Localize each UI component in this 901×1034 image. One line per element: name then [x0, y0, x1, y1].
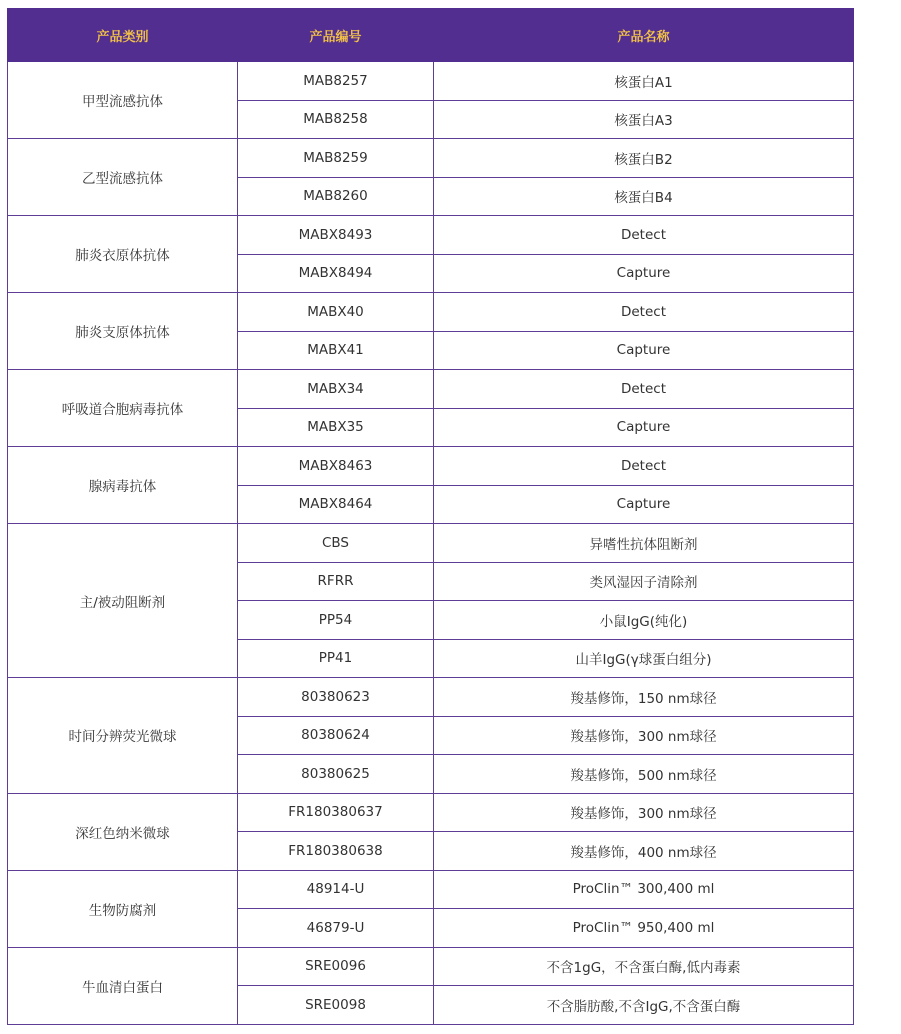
header-name: 产品名称 [434, 9, 854, 62]
product-name-cell: 核蛋白B4 [434, 177, 854, 216]
product-code-cell: MAB8257 [238, 62, 434, 101]
product-code-cell: 80380623 [238, 678, 434, 717]
product-name-cell: 核蛋白A1 [434, 62, 854, 101]
category-cell: 主/被动阻断剂 [8, 524, 238, 678]
category-cell: 肺炎支原体抗体 [8, 293, 238, 370]
product-code-cell: FR180380637 [238, 793, 434, 832]
category-cell: 甲型流感抗体 [8, 62, 238, 139]
table-row [8, 793, 854, 832]
category-cell: 肺炎衣原体抗体 [8, 216, 238, 293]
product-name-cell: 羧基修饰，150 nm球径 [434, 678, 854, 717]
product-code-cell: 80380624 [238, 716, 434, 755]
product-code-cell: SRE0098 [238, 986, 434, 1025]
table-header-row [8, 9, 854, 62]
product-code-cell: MAB8259 [238, 139, 434, 178]
table-row [8, 447, 854, 486]
category-cell: 腺病毒抗体 [8, 447, 238, 524]
table-row [8, 678, 854, 717]
product-name-cell: 羧基修饰，500 nm球径 [434, 755, 854, 794]
product-name-cell: Detect [434, 447, 854, 486]
product-name-cell: 不含1gG，不含蛋白酶,低内毒素 [434, 947, 854, 986]
header-category: 产品类别 [8, 9, 238, 62]
product-code-cell: MABX8464 [238, 485, 434, 524]
table-row [8, 139, 854, 178]
product-code-cell: SRE0096 [238, 947, 434, 986]
product-code-cell: CBS [238, 524, 434, 563]
product-name-cell: Capture [434, 254, 854, 293]
product-name-cell: Detect [434, 216, 854, 255]
product-name-cell: 羧基修饰，400 nm球径 [434, 832, 854, 871]
product-code-cell: FR180380638 [238, 832, 434, 871]
product-code-cell: 46879-U [238, 909, 434, 948]
table-row [8, 216, 854, 255]
table-row [8, 62, 854, 101]
product-name-cell: 不含脂肪酸,不含IgG,不含蛋白酶 [434, 986, 854, 1025]
product-name-cell: 核蛋白A3 [434, 100, 854, 139]
product-code-cell: PP41 [238, 639, 434, 678]
product-code-cell: MAB8260 [238, 177, 434, 216]
product-name-cell: Capture [434, 485, 854, 524]
product-code-cell: MABX8494 [238, 254, 434, 293]
category-cell: 呼吸道合胞病毒抗体 [8, 370, 238, 447]
category-cell: 生物防腐剂 [8, 870, 238, 947]
product-code-cell: RFRR [238, 562, 434, 601]
product-code-cell: MABX35 [238, 408, 434, 447]
product-name-cell: Detect [434, 370, 854, 409]
product-name-cell: 羧基修饰，300 nm球径 [434, 716, 854, 755]
product-name-cell: 异嗜性抗体阻断剂 [434, 524, 854, 563]
product-code-cell: MABX41 [238, 331, 434, 370]
category-cell: 乙型流感抗体 [8, 139, 238, 216]
product-name-cell: 小鼠IgG(纯化) [434, 601, 854, 640]
product-code-cell: PP54 [238, 601, 434, 640]
table-row [8, 870, 854, 909]
product-code-cell: MABX34 [238, 370, 434, 409]
product-name-cell: Detect [434, 293, 854, 332]
product-code-cell: MABX40 [238, 293, 434, 332]
product-code-cell: MABX8463 [238, 447, 434, 486]
product-code-cell: MABX8493 [238, 216, 434, 255]
product-name-cell: Capture [434, 408, 854, 447]
table-row [8, 293, 854, 332]
table-row [8, 947, 854, 986]
category-cell: 深红色纳米微球 [8, 793, 238, 870]
product-name-cell: 类风湿因子清除剂 [434, 562, 854, 601]
product-code-cell: 80380625 [238, 755, 434, 794]
table-row [8, 524, 854, 563]
product-code-cell: MAB8258 [238, 100, 434, 139]
category-cell: 时间分辨荧光微球 [8, 678, 238, 794]
product-code-cell: 48914-U [238, 870, 434, 909]
table-row [8, 370, 854, 409]
product-table [7, 8, 854, 1025]
category-cell: 牛血清白蛋白 [8, 947, 238, 1024]
header-code: 产品编号 [238, 9, 434, 62]
product-name-cell: 山羊IgG(γ球蛋白组分) [434, 639, 854, 678]
product-name-cell: 核蛋白B2 [434, 139, 854, 178]
product-name-cell: Capture [434, 331, 854, 370]
product-name-cell: ProClin™ 950,400 ml [434, 909, 854, 948]
table-body [8, 62, 854, 1025]
product-name-cell: ProClin™ 300,400 ml [434, 870, 854, 909]
product-name-cell: 羧基修饰，300 nm球径 [434, 793, 854, 832]
